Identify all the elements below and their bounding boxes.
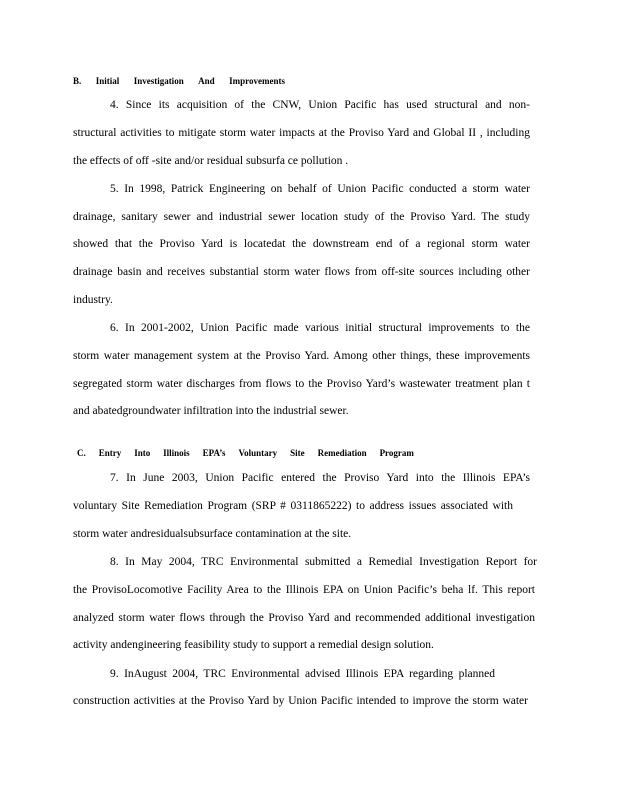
text-line: the ProvisoLocomotive Facility Area to the Illinois EPA on Union Pacific’s beha lf. This report xyxy=(73,584,535,596)
text-line: segregated storm water discharges from flows to the Proviso Yard’s wastewater treatment plan t xyxy=(73,378,530,390)
heading-word: C. xyxy=(77,448,86,458)
text-line: 5. In 1998, Patrick Engineering on behalf of Union Pacific conducted a storm water xyxy=(110,183,530,195)
text-line: 4. Since its acquisition of the CNW, Union Pacific has used structural and non- xyxy=(110,99,530,111)
heading-word: Improvements xyxy=(229,76,285,86)
text-line: and abatedgroundwater infiltration into the industrial sewer. xyxy=(73,405,349,417)
text-line: construction activities at the Proviso Yard by Union Pacific intended to improve the storm water xyxy=(73,695,528,707)
section-heading-c xyxy=(77,448,414,458)
text-line: drainage, sanitary sewer and industrial sewer location study of the Proviso Yard. The study xyxy=(73,211,530,223)
text-line: storm water andresidualsubsurface contamination at the site. xyxy=(73,528,352,540)
heading-word: Entry xyxy=(98,448,122,458)
text-line: analyzed storm water flows through the Proviso Yard and recommended additional investigation xyxy=(73,612,535,624)
text-line: structural activities to mitigate storm water impacts at the Proviso Yard and Global II , including xyxy=(73,127,530,139)
text-line: industry. xyxy=(73,294,113,306)
heading-word: And xyxy=(198,76,215,86)
heading-word: Into xyxy=(134,448,151,458)
heading-word: B. xyxy=(73,76,82,86)
text-line: 9. InAugust 2004, TRC Environmental advised Illinois EPA regarding planned xyxy=(110,668,495,680)
heading-word: Initial xyxy=(95,76,120,86)
heading-word: Remediation xyxy=(317,448,367,458)
heading-word: Voluntary xyxy=(238,448,278,458)
text-line: drainage basin and receives substantial storm water flows from off-site sources including other xyxy=(73,266,530,278)
heading-word: EPA’s xyxy=(202,448,226,458)
section-heading-b xyxy=(73,76,285,86)
text-line: 8. In May 2004, TRC Environmental submitted a Remedial Investigation Report for xyxy=(110,556,537,568)
heading-word: Illinois xyxy=(163,448,190,458)
text-line: showed that the Proviso Yard is locatedat the downstream end of a regional storm water xyxy=(73,238,530,250)
text-line: the effects of off -site and/or residual subsurfa ce pollution . xyxy=(73,155,349,167)
text-line: 7. In June 2003, Union Pacific entered the Proviso Yard into the Illinois EPA’s xyxy=(110,472,530,484)
heading-word: Site xyxy=(290,448,305,458)
text-line: activity andengineering feasibility study to support a remedial design solution. xyxy=(73,639,434,651)
heading-word: Investigation xyxy=(133,76,184,86)
text-line: voluntary Site Remediation Program (SRP # 0311865222) to address issues associated with xyxy=(73,500,513,512)
text-line: 6. In 2001-2002, Union Pacific made various initial structural improvements to the xyxy=(110,322,530,334)
text-line: storm water management system at the Proviso Yard. Among other things, these improvements xyxy=(73,350,530,362)
heading-word: Program xyxy=(379,448,414,458)
